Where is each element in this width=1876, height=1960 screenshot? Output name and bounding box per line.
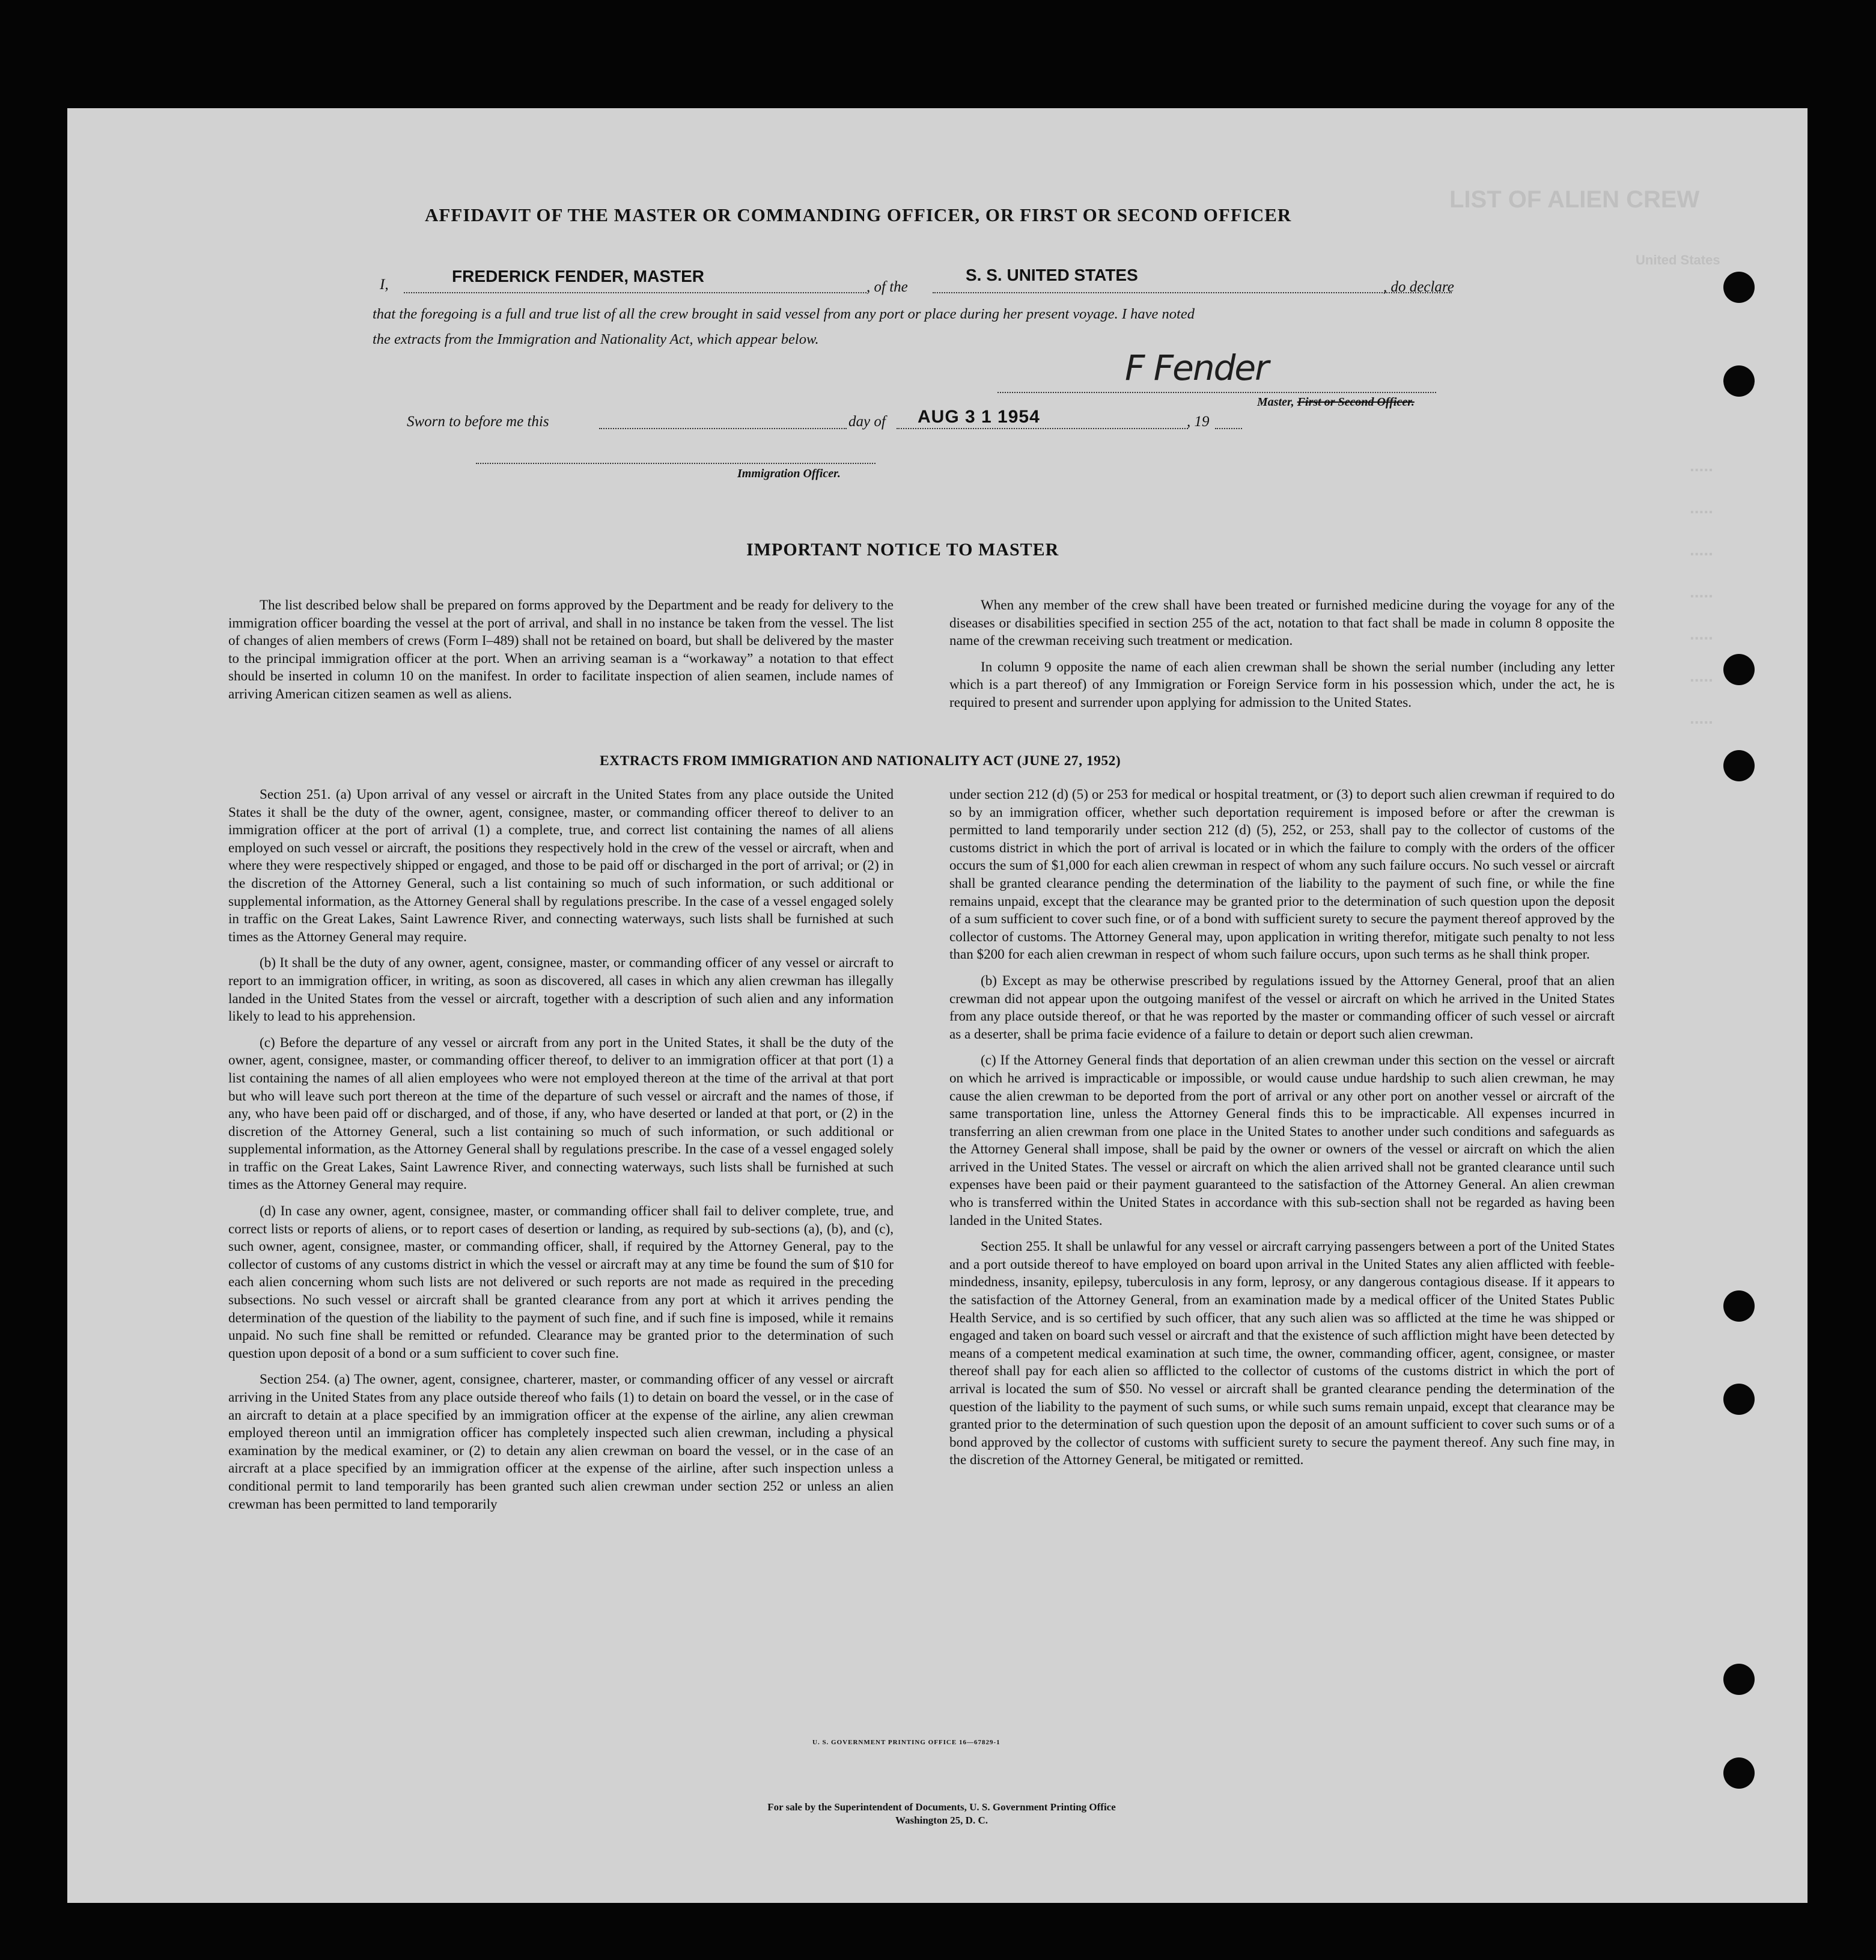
date-stamp: AUG 3 1 1954 xyxy=(918,407,1040,427)
notice-title: IMPORTANT NOTICE TO MASTER xyxy=(746,540,1059,560)
punch-hole xyxy=(1723,1384,1755,1415)
immigration-officer-line xyxy=(476,463,876,464)
notice-left-column xyxy=(228,596,894,703)
bleed-through-text: LIST OF ALIEN CREW xyxy=(1449,186,1700,213)
master-signature: F Fender xyxy=(1125,347,1268,388)
statute-paragraph: (b) It shall be the duty of any owner, agent, consignee, master, or commanding officer of any vessel or aircraft to report to an immigration officer, in writing, as soon as discovered, all cases in which any alien crewman has illegally landed in the United States from the vessel or aircraft, together with a description of such alien and any information likely to lead to his apprehension. xyxy=(228,954,894,1024)
punch-hole xyxy=(1723,365,1755,397)
punch-hole xyxy=(1723,272,1755,303)
punch-hole xyxy=(1723,1664,1755,1695)
notice-right-column xyxy=(949,596,1615,712)
extracts-right-column xyxy=(949,786,1615,1469)
master-caption: Master, First or Second Officer. xyxy=(1257,395,1415,409)
statute-paragraph: under section 212 (d) (5) or 253 for medical or hospital treatment, or (3) to deport such alien crewman if required to do so by an immigration officer, whether such deportation requirement is imposed before or after the crewman is permitted to land temporarily under section 212 (d) (5), 252, or 253, shall pay to the collector of customs of the customs district in which the port of arrival is located or in which the failure to comply with the orders of the officer occurs the sum of $1,000 for each alien crewman in respect of whom any such failure occurs. No such vessel or aircraft shall be granted clearance pending the determination of the liability to the payment of such fine, or while the fine remains unpaid, except that the clearance may be granted prior to the determination of such question upon the deposit of a sum sufficient to cover such fine, or of a bond with sufficient surety to secure the payment thereof approved by the collector of customs. The Attorney General may, upon application in writing therefor, mitigate such penalty to not less than $200 for each alien crewman in respect of whom such failure occurs, upon such terms as he shall think proper. xyxy=(949,786,1615,962)
statute-paragraph: Section 251. (a) Upon arrival of any vessel or aircraft in the United States from any place outside the United States it shall be the duty of the owner, agent, consignee, master, or commanding officer thereof to deliver to an immigration officer at the port of arrival (1) a complete, true, and correct list containing the names of all aliens employed on such vessel or aircraft, the positions they respectively hold in the crew of the vessel or aircraft, when and where they were respectively shipped or engaged, and those to be paid off or discharged in the port of arrival; or (2) in the discretion of the Attorney General, such a list containing so much of such information, or such additional or supplemental information, as the Attorney General shall by regulations prescribe. In the case of a vessel engaged solely in traffic on the Great Lakes, Saint Lawrence River, and connecting waterways, such lists shall be furnished at such times as the Attorney General may require. xyxy=(228,786,894,944)
sale-notice-line: For sale by the Superintendent of Documents, U. S. Government Printing Office xyxy=(767,1801,1116,1813)
bleed-through-column: ..... ..... ..... ..... ..... ..... ..... xyxy=(1690,456,1713,727)
statute-paragraph: (d) In case any owner, agent, consignee, master, or commanding officer shall fail to deliver complete, true, and correct lists or reports of aliens, or to report cases of desertion or landing, as required by sub-sections (a), (b), and (c), such owner, agent, consignee, master, or commanding officer, shall, if required by the Attorney General, pay to the collector of customs of any customs district in which the vessel or aircraft may at any time be found the sum of $10 for each alien concerning whom such lists are not delivered or such reports are not made as required in the preceding subsections. No such vessel or aircraft shall be granted clearance from any port at which it arrives pending the determination of the question of the liability to the payment of such fine, and if such fine is imposed, while it remains unpaid. No such fine shall be remitted or refunded. Clearance may be granted prior to the determination of such question upon deposit of a bond or a sum sufficient to cover such fine. xyxy=(228,1203,894,1361)
date-line xyxy=(897,428,1188,429)
affidavit-statement-line: that the foregoing is a full and true list of all the crew brought in said vessel from any port or place during her present voyage. I have noted xyxy=(373,306,1195,322)
statute-paragraph: (b) Except as may be otherwise prescribed by regulations issued by the Attorney General, proof that an alien crewman did not appear upon the outgoing manifest of the vessel or aircraft on which he arrived in the United States from any place outside thereof, or that he was reported by the master or commanding officer of such vessel or aircraft as a deserter, shall be prima facie evidence of a failure to detain or deport such alien crewman. xyxy=(949,972,1615,1042)
day-of-label: day of xyxy=(848,414,886,430)
sale-notice xyxy=(626,1801,1257,1827)
extracts-title: EXTRACTS FROM IMMIGRATION AND NATIONALITY ACT (JUNE 27, 1952) xyxy=(600,753,1121,769)
do-declare-label: , do declare xyxy=(1383,279,1454,295)
year-line xyxy=(1215,428,1242,429)
bleed-through-text: United States xyxy=(1636,252,1720,267)
extracts-left-column xyxy=(228,786,894,1513)
year-label: , 19 xyxy=(1187,414,1210,430)
sale-notice-line: Washington 25, D. C. xyxy=(895,1815,988,1826)
printing-office-imprint: U. S. GOVERNMENT PRINTING OFFICE 16—67829-1 xyxy=(812,1739,1000,1746)
notice-paragraph: The list described below shall be prepared on forms approved by the Department and be ready for delivery to the immigration officer boarding the vessel at the port of arrival, and shall in no instance be taken from the vessel. The list of changes of alien members of crews (Form I–489) shall not be retained on board, but shall be delivered by the master to the principal immigration officer at the port. When an arriving seaman is a “workaway” a notation to that effect should be inserted in column 10 on the manifest. In order to facilitate inspection of alien seamen, include names of arriving American citizen seamen as well as aliens. xyxy=(228,597,894,701)
document-page xyxy=(67,108,1807,1903)
vessel-field-line xyxy=(933,292,1452,293)
statute-paragraph: Section 255. It shall be unlawful for any vessel or aircraft carrying passengers between a port of the United States and a port outside thereof to have employed on board upon arrival in the United States any alien afflicted with feeble-mindedness, insanity, epilepsy, tuberculosis in any form, leprosy, or any dangerous contagious disease. If it appears to the satisfaction of the Attorney General, from an examination made by a medical officer of the United States Public Health Service, and is so certified by such officer, that any such alien was so afflicted at the time he was shipped or engaged and taken on board such vessel or aircraft and that the existence of such affliction might have been detected by means of a competent medical examination at such time, the owner, commanding officer, agent, consignee, or master thereof shall pay for each alien so afflicted to the collector of customs of the customs district in which the port of arrival is located the sum of $50. No vessel or aircraft shall be granted clearance pending the determination of the question of the liability to the payment of such sums, or while such sums remain unpaid, except that clearance may be granted prior to the determination of such question upon the deposit of an amount sufficient to cover such sums or of a bond approved by the collector of customs with sufficient surety to secure the payment thereof. Any such fine may, in the discretion of the Attorney General, be mitigated or remitted. xyxy=(949,1238,1615,1468)
immigration-officer-caption: Immigration Officer. xyxy=(737,467,841,480)
punch-hole xyxy=(1723,1757,1755,1789)
affidavit-statement-line: the extracts from the Immigration and Nationality Act, which appear below. xyxy=(373,331,819,347)
name-field-line xyxy=(404,292,866,293)
of-the-label: , of the xyxy=(866,279,908,295)
punch-hole xyxy=(1723,1290,1755,1322)
sworn-day-line xyxy=(599,428,847,429)
affidavit-i-label: I, xyxy=(380,276,389,293)
notice-paragraph: When any member of the crew shall have been treated or furnished medicine during the voyage for any of the diseases or disabilities specified in section 255 of the act, notation to that fact shall be made in column 8 opposite the name of the crewman receiving such treatment or medication. xyxy=(949,597,1615,649)
sworn-label: Sworn to before me this xyxy=(407,414,549,430)
punch-hole xyxy=(1723,750,1755,781)
statute-paragraph: (c) Before the departure of any vessel or aircraft from any port in the United States, it shall be the duty of the owner, agent, consignee, master, or commanding officer thereof, to deliver to an immigration officer at that port (1) a list containing the names of all alien employees who were not employed thereon at the time of the arrival at that port but who will leave such port thereon at the time of the departure of such vessel or aircraft and the names of those, if any, who have been paid off or discharged, and of those, if any, who have deserted or landed at that port, or (2) in the discretion of the Attorney General, such a list containing so much of such information, or such additional or supplemental information, as the Attorney General shall by regulations prescribe. In the case of a vessel engaged solely in traffic on the Great Lakes, Saint Lawrence River, and connecting waterways, such lists shall be furnished at such times as the Attorney General may require. xyxy=(228,1034,894,1192)
master-name-field: FREDERICK FENDER, MASTER xyxy=(452,267,705,285)
statute-paragraph: (c) If the Attorney General finds that deportation of an alien crewman under this section on the vessel or aircraft on which he arrived is impracticable or impossible, or would cause undue hardship to such alien crewman, he may cause the alien crewman to be deported from the port of arrival or any other port on another vessel or aircraft of the same transportation line, unless the Attorney General finds this to be impracticable. All expenses incurred in transferring an alien crewman from one place in the United States to another under such conditions and safeguards as the Attorney General shall impose, shall be paid by the owner or owners of the vessel or aircraft on which the alien arrived in the United States. The vessel or aircraft on which the alien arrived shall not be granted clearance until such expenses have been paid or their payment guaranteed to the satisfaction of the Attorney General. An alien crewman who is transferred within the United States in accordance with this sub-section shall not be regarded as having been landed in the United States. xyxy=(949,1052,1615,1228)
signature-line xyxy=(997,392,1436,393)
punch-hole xyxy=(1723,654,1755,685)
notice-paragraph: In column 9 opposite the name of each alien crewman shall be shown the serial number (including any letter which is a part thereof) of any Immigration or Foreign Service form in his possession which, under the act, he is required to present and surrender upon applying for admission to the United States. xyxy=(949,658,1615,710)
statute-paragraph: Section 254. (a) The owner, agent, consignee, charterer, master, or commanding officer of any vessel or aircraft arriving in the United States from any place outside thereof who fails (1) to detain on board the vessel, or in the case of an aircraft to detain at a place specified by an immigration officer at the expense of the airline, any alien crewman employed thereon until an immigration officer has completely inspected such alien crewman, including a physical examination by the medical examiner, or (2) to detain any alien crewman on board the vessel, or in the case of an aircraft at a place specified by an immigration officer at the expense of the airline, after such inspection unless a conditional permit to land temporarily has been granted such alien crewman under section 252 or unless an alien crewman has been permitted to land temporarily xyxy=(228,1371,894,1512)
vessel-name-field: S. S. UNITED STATES xyxy=(966,266,1138,284)
affidavit-title: AFFIDAVIT OF THE MASTER OR COMMANDING OFFICER, OR FIRST OR SECOND OFFICER xyxy=(425,204,1292,225)
